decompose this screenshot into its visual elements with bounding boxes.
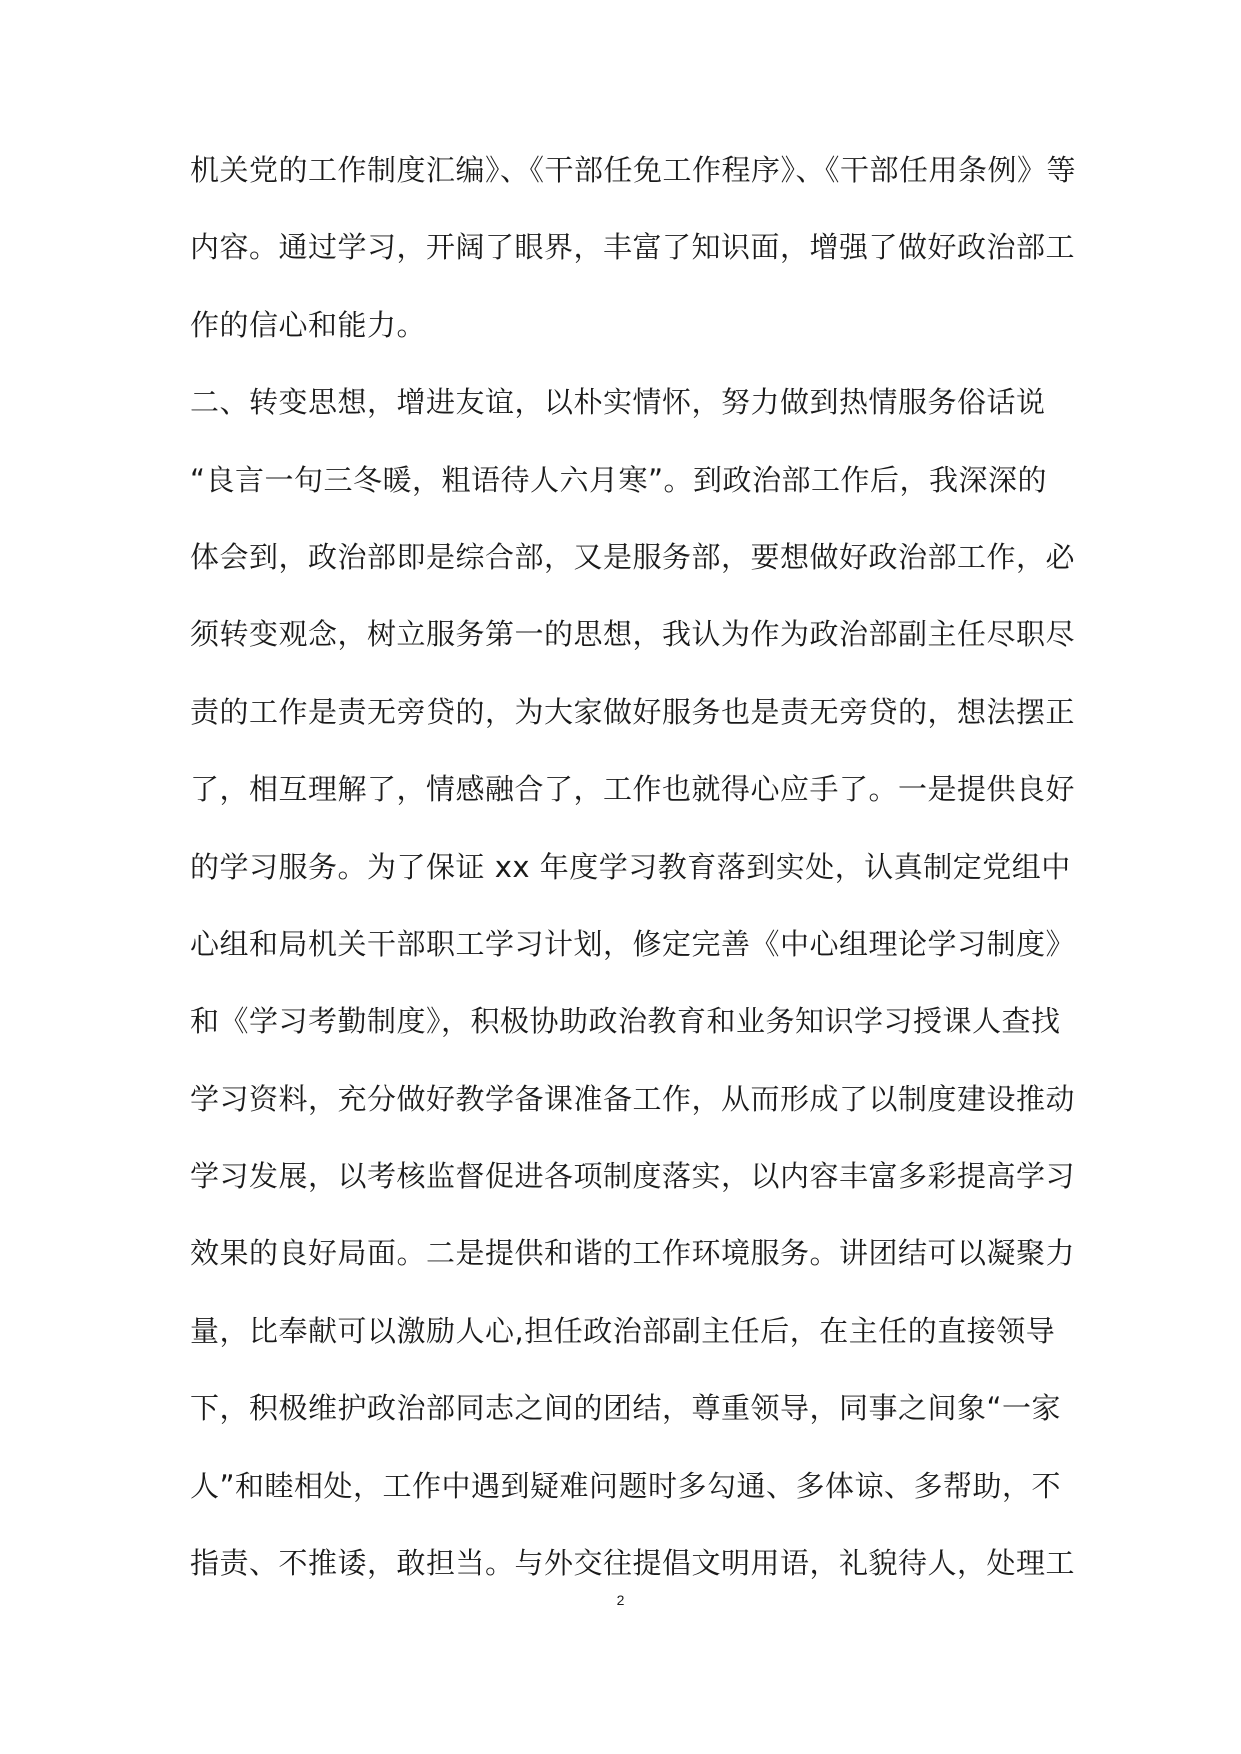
page-number: 2 [616, 1592, 625, 1608]
section-heading-line: 二、转变思想，增进友谊，以朴实情怀，努力做到热情服务俗话说 [190, 385, 1046, 420]
body-text [190, 138, 1077, 1608]
text-line: 责的工作是责无旁贷的，为大家做好服务也是责无旁贷的，想法摆正 [190, 694, 1076, 729]
text-line: 了，相互理解了，情感融合了，工作也就得心应手了。一是提供良好 [190, 772, 1076, 807]
text-line: “良言一句三冬暖，粗语待人六月寒”。到政治部工作后，我深深的 [190, 462, 1048, 497]
text-line: 体会到，政治部即是综合部，又是服务部，要想做好政治部工作，必 [190, 539, 1076, 574]
text-line: 和《学习考勤制度》，积极协助政治教育和业务知识学习授课人查找 [190, 1004, 1061, 1039]
text-line: 学习发展，以考核监督促进各项制度落实，以内容丰富多彩提高学习 [190, 1159, 1076, 1194]
text-line: 作的信心和能力。 [190, 307, 427, 342]
text-line: 效果的良好局面。二是提供和谐的工作环境服务。讲团结可以凝聚力 [190, 1236, 1076, 1271]
text-line: 学习资料，充分做好教学备课准备工作，从而形成了以制度建设推动 [190, 1081, 1076, 1116]
text-line: 机关党的工作制度汇编》、《干部任免工作程序》、《干部任用条例》等 [190, 153, 1077, 187]
text-line: 量，比奉献可以激励人心,担任政治部副主任后，在主任的直接领导 [190, 1313, 1056, 1348]
text-line: 人”和睦相处，工作中遇到疑难问题时多勾通、多体谅、多帮助，不 [190, 1468, 1062, 1503]
text-line: 下，积极维护政治部同志之间的团结，尊重领导，同事之间象“一家 [190, 1391, 1062, 1426]
text-line: 指责、不推诿，敢担当。与外交往提倡文明用语，礼貌待人，处理工 [190, 1546, 1076, 1581]
text-line: 心组和局机关干部职工学习计划，修定完善《中心组理论学习制度》 [190, 926, 1076, 961]
text-line: 内容。通过学习，开阔了眼界，丰富了知识面，增强了做好政治部工 [190, 230, 1076, 265]
text-line: 的学习服务。为了保证 xx 年度学习教育落到实处，认真制定党组中 [190, 849, 1071, 884]
text-line: 须转变观念，树立服务第一的思想，我认为作为政治部副主任尽职尽 [190, 617, 1076, 652]
